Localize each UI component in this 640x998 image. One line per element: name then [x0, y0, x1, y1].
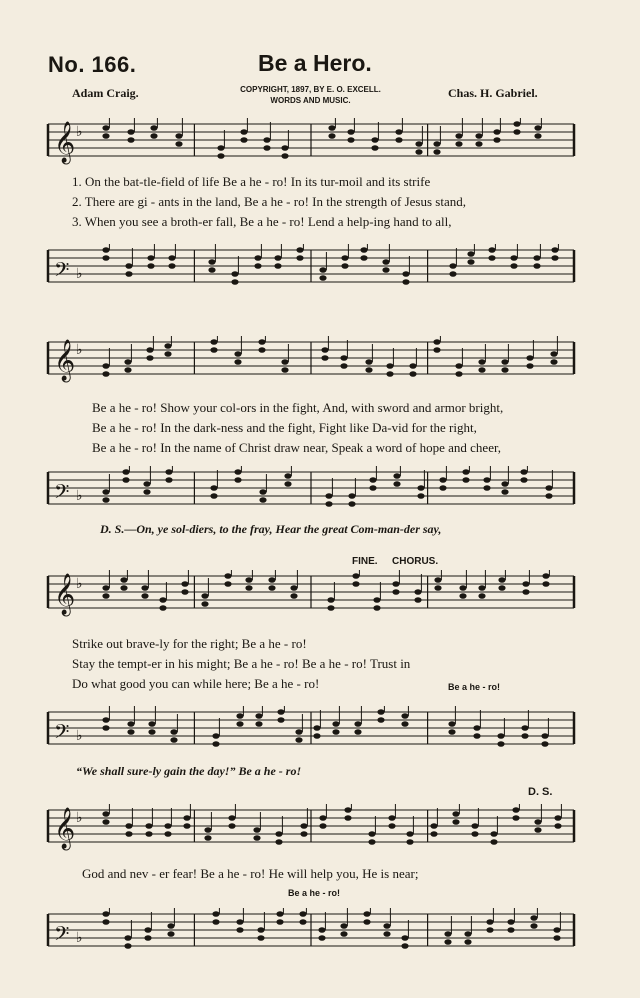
system3-ds-line: “We shall sure-ly gain the day!” Be a he - ro! [76, 764, 302, 778]
treble-clef-icon: 𝄞 [54, 808, 76, 849]
treble-staff-2 [46, 336, 576, 386]
flat-icon: ♭ [76, 930, 83, 946]
system4-bass-echo: Be a he - ro! [288, 888, 341, 898]
hymn-author: Adam Craig. [72, 86, 139, 100]
hymn-title: Be a Hero. [258, 50, 372, 76]
system1-verse2: 2. There are gi - ants in the land, Be a he - ro! In the strength of Jesus stand, [72, 194, 466, 209]
bass-clef-icon: 𝄢 [54, 258, 70, 286]
chorus-mark: CHORUS. [392, 556, 439, 567]
bass-clef-icon: 𝄢 [54, 480, 70, 508]
flat-icon: ♭ [76, 266, 83, 282]
treble-clef-icon: 𝄞 [54, 122, 76, 163]
hymn-composer: Chas. H. Gabriel. [448, 86, 538, 100]
flat-icon: ♭ [76, 728, 83, 744]
system2-verse1: Be a he - ro! Show your col-ors in the fight, And, with sword and armor bright, [92, 400, 504, 415]
copyright-line-1: COPYRIGHT, 1897, BY E. O. EXCELL. [240, 85, 381, 94]
system4-verse1: God and nev - er fear! Be a he - ro! He will help you, He is near; [82, 866, 419, 881]
treble-staff-3 [46, 570, 576, 620]
system2-ds-line: D. S.—On, ye sol-diers, to the fray, Hear the great Com-man-der say, [100, 522, 442, 536]
hymn-number: No. 166. [48, 52, 137, 77]
flat-icon: ♭ [76, 488, 83, 504]
flat-icon: ♭ [76, 124, 83, 140]
system1-verse3: 3. When you see a broth-er fall, Be a he - ro! Lend a help-ing hand to all, [72, 214, 452, 229]
system3-verse1: Strike out brave-ly for the right; Be a he - ro! [72, 636, 307, 651]
flat-icon: ♭ [76, 342, 83, 358]
copyright-notice [228, 84, 393, 106]
system1-verse1: 1. On the bat-tle-field of life Be a he - ro! In its tur-moil and its strife [72, 174, 431, 189]
bass-clef-icon: 𝄢 [54, 922, 70, 950]
ds-mark: D. S. [528, 786, 553, 798]
flat-icon: ♭ [76, 810, 83, 826]
bass-staff-4 [46, 908, 576, 958]
treble-clef-icon: 𝄞 [54, 574, 76, 615]
copyright-line-2: WORDS AND MUSIC. [270, 96, 351, 105]
fine-mark: FINE. [352, 556, 378, 567]
system2-verse2: Be a he - ro! In the dark-ness and the fight, Fight like Da-vid for the right, [92, 420, 477, 435]
bass-staff-1 [46, 244, 576, 294]
treble-staff-4 [46, 804, 576, 854]
system3-verse3: Do what good you can while here; Be a he - ro! [72, 676, 320, 691]
treble-staff-1 [46, 118, 576, 168]
system3-verse2: Stay the tempt-er in his might; Be a he - ro! Be a he - ro! Trust in [72, 656, 411, 671]
flat-icon: ♭ [76, 576, 83, 592]
system2-verse3: Be a he - ro! In the name of Christ draw near, Speak a word of hope and cheer, [92, 440, 502, 455]
treble-clef-icon: 𝄞 [54, 340, 76, 381]
bass-clef-icon: 𝄢 [54, 720, 70, 748]
bass-staff-2 [46, 466, 576, 516]
system3-bass-echo: Be a he - ro! [448, 682, 501, 692]
bass-staff-3 [46, 706, 576, 756]
